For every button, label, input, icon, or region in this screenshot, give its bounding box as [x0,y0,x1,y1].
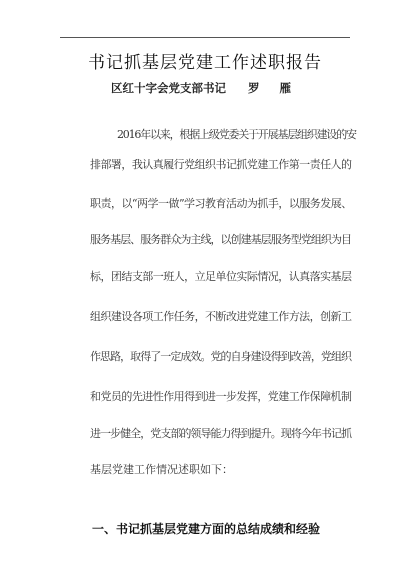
paragraph-line: 职责，以“两学一做”学习教育活动为抓手，以服务发展、 [90,197,352,210]
author-byline [0,80,410,96]
author-organization: 区红十字会党支部书记 [110,81,226,95]
paragraph-line: 基层党建工作情况述职如下： [90,463,233,476]
author-name: 罗 雁 [247,81,299,95]
paragraph-line: 进一步健全，党支部的领导能力得到提升。现将今年书记抓 [90,427,352,440]
paragraph-line: 排部署，我认真履行党组织书记抓党建工作第一责任人的 [90,158,352,171]
header-rule [60,37,350,38]
paragraph-line: 作思路，取得了一定成效。党的自身建设得到改善，党组织 [90,350,352,363]
paragraph-line: 2016年以来，根据上级党委关于开展基层组织建设的安 [117,128,356,141]
section-heading: 一、书记抓基层党建方面的总结成绩和经验 [92,522,321,536]
document-title: 书记抓基层党建工作述职报告 [88,53,322,73]
paragraph-line: 组织建设各项工作任务，不断改进党建工作方法，创新工 [90,310,352,323]
paragraph-line: 服务基层、服务群众为主线，以创建基层服务型党组织为目 [90,233,352,246]
paragraph-line: 标，团结支部一班人，立足单位实际情况，认真落实基层 [90,270,352,283]
paragraph-line: 和党员的先进性作用得到进一步发挥，党建工作保障机制 [90,390,352,403]
